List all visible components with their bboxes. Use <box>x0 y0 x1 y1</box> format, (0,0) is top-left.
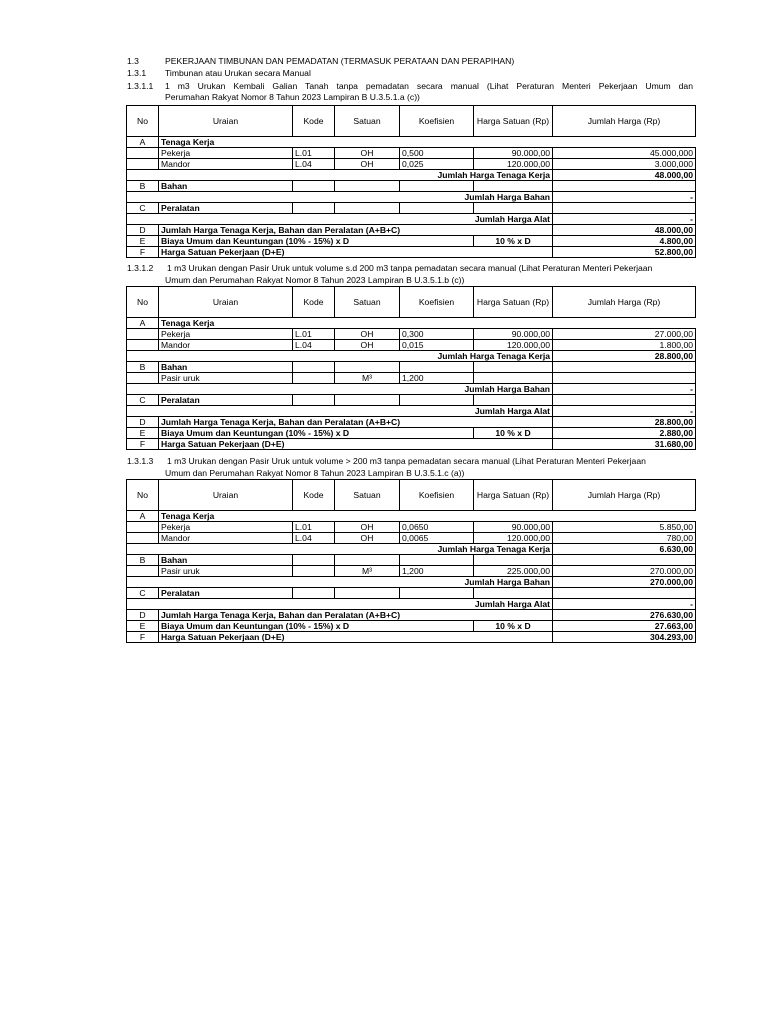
final-value: 31.680,00 <box>553 439 696 450</box>
final-value: 304.293,00 <box>553 632 696 643</box>
subtotal-row <box>127 544 696 555</box>
header-no: No <box>127 287 159 318</box>
subtotal-label: Jumlah Harga Tenaga Kerja <box>127 351 553 362</box>
header-uraian: Uraian <box>159 287 293 318</box>
price-analysis-table <box>126 479 696 643</box>
cell-harga: 90.000,00 <box>474 329 553 340</box>
subtotal-value: - <box>553 406 696 417</box>
cell-jumlah: 3.000,000 <box>553 159 696 170</box>
item-heading <box>127 262 697 274</box>
cell-kode: L.04 <box>293 159 335 170</box>
section-heading <box>127 55 697 67</box>
group-c-row <box>127 203 696 214</box>
group-b-row <box>127 555 696 566</box>
cell-uraian: Mandor <box>159 340 293 351</box>
item-title-line1: 1 m3 Urukan dengan Pasir Uruk untuk volume > 200 m3 tanpa pemadatan secara manual (Lihat Peraturan Menteri Pekerjaan <box>167 456 646 466</box>
header-satuan: Satuan <box>335 287 400 318</box>
group-letter: C <box>127 203 159 214</box>
cell-jumlah: 5.850,00 <box>553 522 696 533</box>
header-harga-satuan: Harga Satuan (Rp) <box>474 106 553 137</box>
subtotal-value: - <box>553 599 696 610</box>
subtotal-label: Jumlah Harga Bahan <box>127 577 553 588</box>
cell-uraian: Mandor <box>159 533 293 544</box>
cell-uraian: Pasir uruk <box>159 566 293 577</box>
subsection-title: Timbunan atau Urukan secara Manual <box>165 68 311 78</box>
cell-jumlah: 27.000,00 <box>553 329 696 340</box>
section-number: 1.3 <box>127 56 139 66</box>
overhead-value: 2.880,00 <box>553 428 696 439</box>
cell-harga <box>474 373 553 384</box>
total-label: Jumlah Harga Tenaga Kerja, Bahan dan Peralatan (A+B+C) <box>159 417 553 428</box>
cell-koefisien: 0,0065 <box>400 533 474 544</box>
header-koefisien: Koefisien <box>400 106 474 137</box>
cell-satuan: OH <box>335 533 400 544</box>
group-b-row <box>127 362 696 373</box>
overhead-value: 4.800,00 <box>553 236 696 247</box>
overhead-rate: 10 % x D <box>474 621 553 632</box>
subtotal-value: - <box>553 214 696 225</box>
subsection-heading <box>127 67 697 79</box>
price-analysis-table <box>126 105 696 258</box>
cell-uraian: Pekerja <box>159 148 293 159</box>
cell-satuan: M³ <box>335 566 400 577</box>
header-satuan: Satuan <box>335 106 400 137</box>
table-row <box>127 373 696 384</box>
section-title: PEKERJAAN TIMBUNAN DAN PEMADATAN (TERMASUK PERATAAN DAN PERAPIHAN) <box>165 56 515 66</box>
row-letter: F <box>127 247 159 258</box>
item-heading-cont <box>127 467 697 479</box>
header-jumlah-harga: Jumlah Harga (Rp) <box>553 480 696 511</box>
total-d-row <box>127 225 696 236</box>
total-d-row <box>127 610 696 621</box>
row-letter: E <box>127 621 159 632</box>
table-row <box>127 329 696 340</box>
subtotal-row <box>127 214 696 225</box>
table-header-row <box>127 287 696 318</box>
row-letter: D <box>127 225 159 236</box>
final-f-row <box>127 247 696 258</box>
item-heading-cont <box>127 91 697 103</box>
header-jumlah-harga: Jumlah Harga (Rp) <box>553 106 696 137</box>
subtotal-value: 270.000,00 <box>553 577 696 588</box>
row-letter: D <box>127 417 159 428</box>
total-value: 276.630,00 <box>553 610 696 621</box>
cell-koefisien: 0,0650 <box>400 522 474 533</box>
table-row <box>127 148 696 159</box>
header-harga-satuan: Harga Satuan (Rp) <box>474 480 553 511</box>
cell-harga: 120.000,00 <box>474 533 553 544</box>
group-a-row <box>127 318 696 329</box>
subtotal-label: Jumlah Harga Tenaga Kerja <box>127 170 553 181</box>
overhead-value: 27.663,00 <box>553 621 696 632</box>
subtotal-row <box>127 192 696 203</box>
cell-koefisien: 0,015 <box>400 340 474 351</box>
group-label: Tenaga Kerja <box>159 137 696 148</box>
final-label: Harga Satuan Pekerjaan (D+E) <box>159 632 553 643</box>
cell-uraian: Pekerja <box>159 522 293 533</box>
cell-koefisien: 1,200 <box>400 566 474 577</box>
group-letter: B <box>127 181 159 192</box>
final-label: Harga Satuan Pekerjaan (D+E) <box>159 439 553 450</box>
header-harga-satuan: Harga Satuan (Rp) <box>474 287 553 318</box>
subtotal-row <box>127 351 696 362</box>
item-number: 1.3.1.3 <box>127 456 154 466</box>
row-letter: E <box>127 428 159 439</box>
subtotal-value: - <box>553 192 696 203</box>
header-satuan: Satuan <box>335 480 400 511</box>
cell-koefisien: 0,500 <box>400 148 474 159</box>
cell-harga: 225.000,00 <box>474 566 553 577</box>
table-header-row <box>127 480 696 511</box>
overhead-e-row <box>127 428 696 439</box>
group-letter: C <box>127 395 159 406</box>
cell-satuan: OH <box>335 329 400 340</box>
overhead-rate: 10 % x D <box>474 428 553 439</box>
total-value: 28.800,00 <box>553 417 696 428</box>
subtotal-value: 28.800,00 <box>553 351 696 362</box>
overhead-label: Biaya Umum dan Keuntungan (10% - 15%) x D <box>159 236 474 247</box>
row-letter: F <box>127 632 159 643</box>
group-a-row <box>127 511 696 522</box>
group-label: Bahan <box>159 555 293 566</box>
cell-kode <box>293 566 335 577</box>
cell-harga: 90.000,00 <box>474 148 553 159</box>
subsection-number: 1.3.1 <box>127 68 147 78</box>
table-row <box>127 340 696 351</box>
cell-kode: L.01 <box>293 148 335 159</box>
header-jumlah-harga: Jumlah Harga (Rp) <box>553 287 696 318</box>
row-letter: F <box>127 439 159 450</box>
group-b-row <box>127 181 696 192</box>
group-label: Peralatan <box>159 203 293 214</box>
cell-koefisien: 0,300 <box>400 329 474 340</box>
subtotal-label: Jumlah Harga Tenaga Kerja <box>127 544 553 555</box>
item-title-line2: Umum dan Perumahan Rakyat Nomor 8 Tahun 2023 Lampiran B U.3.5.1.c (a)) <box>165 468 465 478</box>
subtotal-value: 48.000,00 <box>553 170 696 181</box>
cell-uraian: Pekerja <box>159 329 293 340</box>
cell-koefisien: 1,200 <box>400 373 474 384</box>
cell-uraian: Mandor <box>159 159 293 170</box>
final-f-row <box>127 632 696 643</box>
cell-satuan: OH <box>335 148 400 159</box>
header-no: No <box>127 106 159 137</box>
overhead-e-row <box>127 236 696 247</box>
total-value: 48.000,00 <box>553 225 696 236</box>
subtotal-label: Jumlah Harga Alat <box>127 599 553 610</box>
item-title-line2: Umum dan Perumahan Rakyat Nomor 8 Tahun 2023 Lampiran B U.3.5.1.b (c)) <box>165 275 465 285</box>
group-letter: B <box>127 362 159 373</box>
item-heading <box>127 455 697 467</box>
cell-uraian: Pasir uruk <box>159 373 293 384</box>
row-letter: D <box>127 610 159 621</box>
group-c-row <box>127 395 696 406</box>
item-title-line1: 1 m3 Urukan dengan Pasir Uruk untuk volume s.d 200 m3 tanpa pemadatan secara manual (Lihat Peraturan Menteri Pekerjaan <box>167 263 653 273</box>
cell-kode: L.04 <box>293 340 335 351</box>
subtotal-row <box>127 406 696 417</box>
group-label: Peralatan <box>159 588 293 599</box>
subtotal-value: 6.630,00 <box>553 544 696 555</box>
header-koefisien: Koefisien <box>400 287 474 318</box>
overhead-e-row <box>127 621 696 632</box>
subtotal-label: Jumlah Harga Bahan <box>127 192 553 203</box>
group-label: Bahan <box>159 362 293 373</box>
price-analysis-table <box>126 286 696 450</box>
subtotal-row <box>127 384 696 395</box>
header-no: No <box>127 480 159 511</box>
header-uraian: Uraian <box>159 106 293 137</box>
cell-kode: L.01 <box>293 329 335 340</box>
cell-harga: 90.000,00 <box>474 522 553 533</box>
group-a-row <box>127 137 696 148</box>
cell-harga: 120.000,00 <box>474 340 553 351</box>
overhead-label: Biaya Umum dan Keuntungan (10% - 15%) x D <box>159 428 474 439</box>
final-label: Harga Satuan Pekerjaan (D+E) <box>159 247 553 258</box>
header-uraian: Uraian <box>159 480 293 511</box>
item-number: 1.3.1.1 <box>127 81 154 91</box>
cell-jumlah: 45.000,000 <box>553 148 696 159</box>
header-kode: Kode <box>293 287 335 318</box>
group-label: Bahan <box>159 181 293 192</box>
header-koefisien: Koefisien <box>400 480 474 511</box>
table-header-row <box>127 106 696 137</box>
overhead-rate: 10 % x D <box>474 236 553 247</box>
cell-satuan: OH <box>335 522 400 533</box>
group-label: Tenaga Kerja <box>159 318 696 329</box>
cell-satuan: OH <box>335 340 400 351</box>
subtotal-label: Jumlah Harga Bahan <box>127 384 553 395</box>
cell-kode <box>293 373 335 384</box>
table-row <box>127 522 696 533</box>
final-value: 52.800,00 <box>553 247 696 258</box>
final-f-row <box>127 439 696 450</box>
total-label: Jumlah Harga Tenaga Kerja, Bahan dan Peralatan (A+B+C) <box>159 610 553 621</box>
header-kode: Kode <box>293 106 335 137</box>
group-letter: C <box>127 588 159 599</box>
cell-kode: L.04 <box>293 533 335 544</box>
group-label: Tenaga Kerja <box>159 511 696 522</box>
item-heading-cont <box>127 274 697 286</box>
subtotal-row <box>127 577 696 588</box>
total-d-row <box>127 417 696 428</box>
group-label: Peralatan <box>159 395 293 406</box>
group-letter: A <box>127 137 159 148</box>
group-letter: B <box>127 555 159 566</box>
cell-koefisien: 0,025 <box>400 159 474 170</box>
cell-harga: 120.000,00 <box>474 159 553 170</box>
cell-kode: L.01 <box>293 522 335 533</box>
subtotal-label: Jumlah Harga Alat <box>127 406 553 417</box>
table-row <box>127 533 696 544</box>
subtotal-value: - <box>553 384 696 395</box>
group-letter: A <box>127 318 159 329</box>
subtotal-row <box>127 599 696 610</box>
cell-jumlah <box>553 373 696 384</box>
cell-satuan: OH <box>335 159 400 170</box>
table-row <box>127 566 696 577</box>
cell-satuan: M³ <box>335 373 400 384</box>
item-number: 1.3.1.2 <box>127 263 154 273</box>
overhead-label: Biaya Umum dan Keuntungan (10% - 15%) x D <box>159 621 474 632</box>
group-c-row <box>127 588 696 599</box>
subtotal-label: Jumlah Harga Alat <box>127 214 553 225</box>
subtotal-row <box>127 170 696 181</box>
group-letter: A <box>127 511 159 522</box>
item-title-line1: 1 m3 Urukan Kembali Galian Tanah tanpa pemadatan secara manual (Lihat Peraturan Menteri Pekerjaan Umum dan <box>165 81 693 91</box>
cell-jumlah: 1.800,00 <box>553 340 696 351</box>
table-row <box>127 159 696 170</box>
row-letter: E <box>127 236 159 247</box>
total-label: Jumlah Harga Tenaga Kerja, Bahan dan Peralatan (A+B+C) <box>159 225 553 236</box>
cell-jumlah: 780,00 <box>553 533 696 544</box>
item-title-line2: Perumahan Rakyat Nomor 8 Tahun 2023 Lampiran B U.3.5.1.a (c)) <box>165 92 420 102</box>
header-kode: Kode <box>293 480 335 511</box>
cell-jumlah: 270.000,00 <box>553 566 696 577</box>
